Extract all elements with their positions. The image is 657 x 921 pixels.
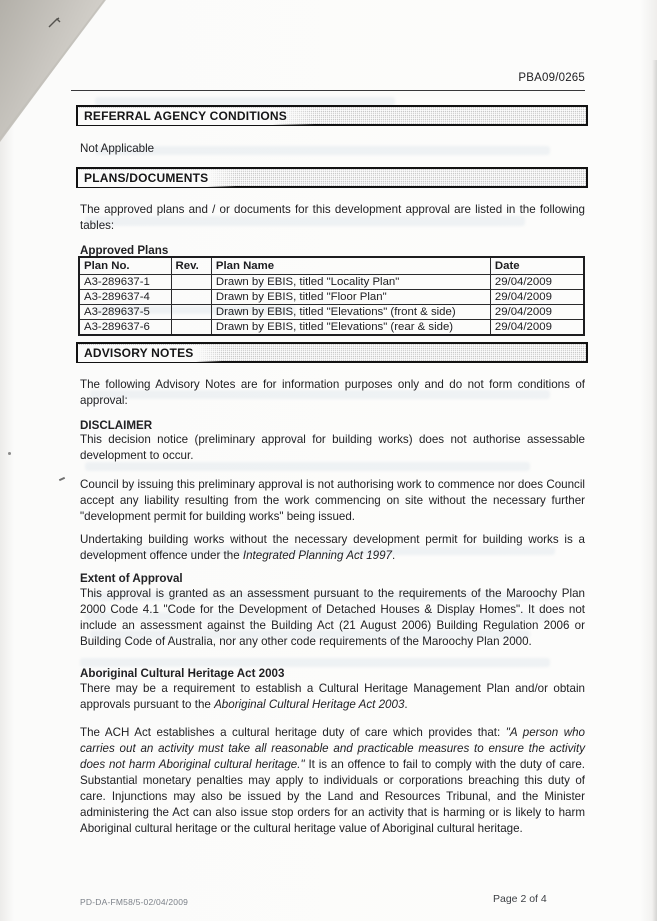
cell-plan-no: A3-289637-6 <box>79 320 171 336</box>
cell-date: 29/04/2009 <box>490 320 584 336</box>
footer-form-code: PD-DA-FM58/5-02/04/2009 <box>80 897 189 907</box>
table-header-row <box>79 257 584 275</box>
disclaimer-heading: DISCLAIMER <box>80 419 153 432</box>
ink-speck <box>8 452 11 455</box>
table-row <box>79 320 584 336</box>
referral-body-text: Not Applicable <box>80 142 155 155</box>
heritage-paragraph-1: There may be a requirement to establish a Cultural Heritage Management Plan and/or obtain approvals pursuant to the Aboriginal Cultural Heritage Act 2003. <box>80 682 585 711</box>
page-number: Page 2 of 4 <box>493 893 547 905</box>
plans-intro-paragraph: The approved plans and / or documents for this development approval are listed in the following tables: <box>80 203 585 232</box>
cell-plan-name: Drawn by EBIS, titled "Elevations" (rear & side) <box>211 320 490 336</box>
cell-plan-name: Drawn by EBIS, titled "Floor Plan" <box>211 290 490 305</box>
cell-date: 29/04/2009 <box>490 275 584 290</box>
disclaimer-paragraph-2: Council by issuing this preliminary approval is not authorising work to commence nor does Council accept any liability resulting from the work commencing on site without the necessary further "development permit for building works" being issued. <box>80 478 585 523</box>
table-row <box>79 290 584 305</box>
section-header-plans <box>76 167 588 188</box>
header-rule <box>71 90 585 91</box>
scan-edge-shading <box>652 60 657 921</box>
section-title: ADVISORY NOTES <box>78 345 222 362</box>
section-header-advisory <box>76 342 588 363</box>
heritage-paragraph-2: The ACH Act establishes a cultural heritage duty of care which provides that: "A person who carries out an activity must take all reasonable and practicable measures to ensure the activity does not harm Aboriginal cultural heritage." It is an offence to fail to comply with the duty of care. Substantial monetary penalties may apply to individuals or corporations breaching this duty of care. Injunctions may also be issued by the Land and Resources Tribunal, and the Minister administering the Act can also issue stop orders for an activity that is harming or is likely to harm Aboriginal cultural heritage or the cultural heritage value of Aboriginal cultural heritage. <box>80 726 586 835</box>
section-title: PLANS/DOCUMENTS <box>78 170 236 187</box>
disclaimer-paragraph-3: Undertaking building works without the necessary development permit for building works is a development offence under the Integrated Planning Act 1997. <box>80 533 585 562</box>
table-row <box>79 305 584 320</box>
approved-plans-heading: Approved Plans <box>80 244 169 257</box>
cell-plan-name: Drawn by EBIS, titled "Locality Plan" <box>211 275 490 290</box>
section-header-referral <box>76 105 588 126</box>
extent-paragraph: This approval is granted as an assessment pursuant to the requirements of the Maroochy Plan 2000 Code 4.1 "Code for the Development of Detached Houses & Display Homes". It does not include an assessment against the Building Act (21 August 2006) Building Regulation 2006 or Building Code of Australia, nor any other code requirements of the Maroochy Plan 2000. <box>80 587 585 648</box>
col-header-rev: Rev. <box>171 257 211 275</box>
cell-date: 29/04/2009 <box>490 290 584 305</box>
heritage-act-heading: Aboriginal Cultural Heritage Act 2003 <box>80 667 285 680</box>
scan-bleed-artifact <box>95 146 550 155</box>
cell-plan-no: A3-289637-5 <box>79 305 171 320</box>
col-header-plan-no: Plan No. <box>79 257 171 275</box>
approved-plans-table <box>78 256 585 336</box>
cell-date: 29/04/2009 <box>490 305 584 320</box>
cell-plan-no: A3-289637-4 <box>79 290 171 305</box>
cell-rev <box>171 305 211 320</box>
col-header-plan-name: Plan Name <box>211 257 490 275</box>
section-title: REFERRAL AGENCY CONDITIONS <box>78 108 315 125</box>
document-reference-number: PBA09/0265 <box>518 72 585 84</box>
cell-plan-name: Drawn by EBIS, titled "Elevations" (front & side) <box>211 305 490 320</box>
table-row <box>79 275 584 290</box>
cell-rev <box>171 290 211 305</box>
advisory-intro-paragraph: The following Advisory Notes are for information purposes only and do not form conditions of approval: <box>80 378 585 407</box>
pen-tick-mark <box>59 477 65 481</box>
extent-of-approval-heading: Extent of Approval <box>80 572 183 585</box>
cell-plan-no: A3-289637-1 <box>79 275 171 290</box>
disclaimer-paragraph-1: This decision notice (preliminary approval for building works) does not authorise assessable development to occur. <box>80 433 585 462</box>
cell-rev <box>171 275 211 290</box>
staple-mark <box>46 14 64 32</box>
col-header-date: Date <box>490 257 584 275</box>
cell-rev <box>171 320 211 336</box>
